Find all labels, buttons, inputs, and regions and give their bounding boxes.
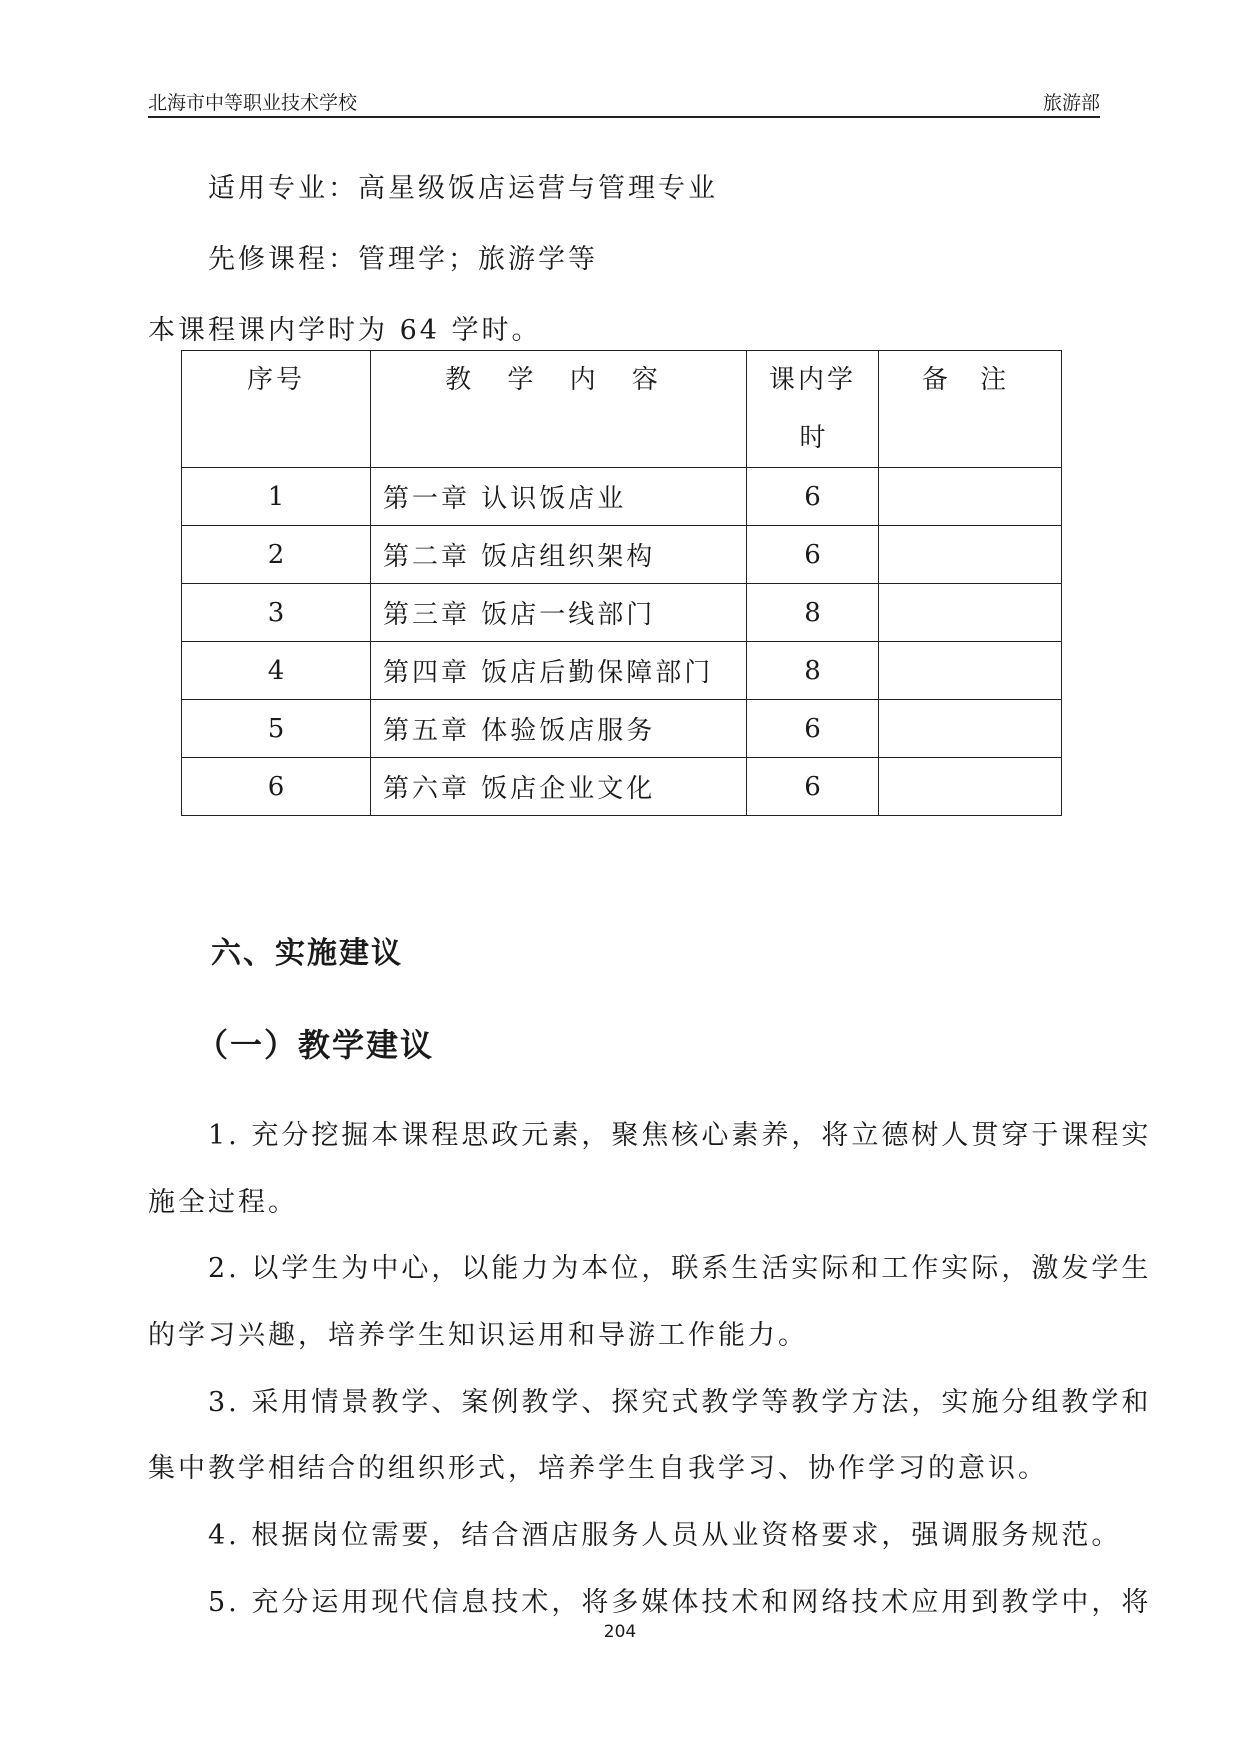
header-no: 序号 xyxy=(182,351,371,468)
hours-note: 本课程课内学时为 64 学时。 xyxy=(148,315,542,346)
row-hours: 6 xyxy=(747,758,879,816)
table-row xyxy=(182,526,1062,584)
header-content: 教 学 内 容 xyxy=(371,351,747,468)
major-line: 适用专业：高星级饭店运营与管理专业 xyxy=(208,173,718,204)
paragraph-2-line-1: 2. 以学生为中心，以能力为本位，联系生活实际和工作实际，激发学生 xyxy=(208,1253,1152,1284)
row-content: 第三章 饭店一线部门 xyxy=(371,584,747,642)
row-remark xyxy=(879,526,1062,584)
paragraph-3-line-1: 3. 采用情景教学、案例教学、探究式教学等教学方法，实施分组教学和 xyxy=(208,1387,1152,1418)
row-no: 2 xyxy=(182,526,371,584)
row-content: 第五章 体验饭店服务 xyxy=(371,700,747,758)
paragraph-1-line-2: 施全过程。 xyxy=(148,1187,298,1218)
table-header-row xyxy=(182,351,1062,468)
section-title: 六、实施建议 xyxy=(211,936,403,971)
table-row xyxy=(182,468,1062,526)
header-school: 北海市中等职业技术学校 xyxy=(148,92,358,114)
paragraph-3-line-2: 集中教学相结合的组织形式，培养学生自我学习、协作学习的意识。 xyxy=(148,1453,1048,1484)
row-no: 5 xyxy=(182,700,371,758)
header-department: 旅游部 xyxy=(1042,92,1100,114)
page-header xyxy=(148,84,1100,118)
table-row xyxy=(182,758,1062,816)
row-hours: 8 xyxy=(747,584,879,642)
page-number: 204 xyxy=(603,1622,637,1642)
header-hours: 课内学 时 xyxy=(747,351,879,468)
row-no: 6 xyxy=(182,758,371,816)
row-hours: 6 xyxy=(747,526,879,584)
row-remark xyxy=(879,642,1062,700)
subsection-title: （一）教学建议 xyxy=(196,1026,435,1064)
row-no: 3 xyxy=(182,584,371,642)
row-remark xyxy=(879,584,1062,642)
row-remark xyxy=(879,468,1062,526)
row-content: 第二章 饭店组织架构 xyxy=(371,526,747,584)
table-row xyxy=(182,642,1062,700)
row-hours: 6 xyxy=(747,700,879,758)
paragraph-1-line-1: 1. 充分挖掘本课程思政元素，聚焦核心素养，将立德树人贯穿于课程实 xyxy=(208,1120,1152,1151)
course-hours-table xyxy=(181,350,1062,816)
row-remark xyxy=(879,758,1062,816)
table-row xyxy=(182,700,1062,758)
paragraph-2-line-2: 的学习兴趣，培养学生知识运用和导游工作能力。 xyxy=(148,1320,808,1351)
row-content: 第六章 饭店企业文化 xyxy=(371,758,747,816)
table-row xyxy=(182,584,1062,642)
row-no: 4 xyxy=(182,642,371,700)
row-remark xyxy=(879,700,1062,758)
paragraph-4-line-1: 4. 根据岗位需要，结合酒店服务人员从业资格要求，强调服务规范。 xyxy=(208,1520,1122,1551)
prereq-line: 先修课程：管理学；旅游学等 xyxy=(208,244,598,275)
paragraph-5-line-1: 5. 充分运用现代信息技术，将多媒体技术和网络技术应用到教学中，将 xyxy=(208,1587,1152,1618)
row-content: 第四章 饭店后勤保障部门 xyxy=(371,642,747,700)
row-no: 1 xyxy=(182,468,371,526)
row-hours: 8 xyxy=(747,642,879,700)
header-remark: 备 注 xyxy=(879,351,1062,468)
row-hours: 6 xyxy=(747,468,879,526)
row-content: 第一章 认识饭店业 xyxy=(371,468,747,526)
